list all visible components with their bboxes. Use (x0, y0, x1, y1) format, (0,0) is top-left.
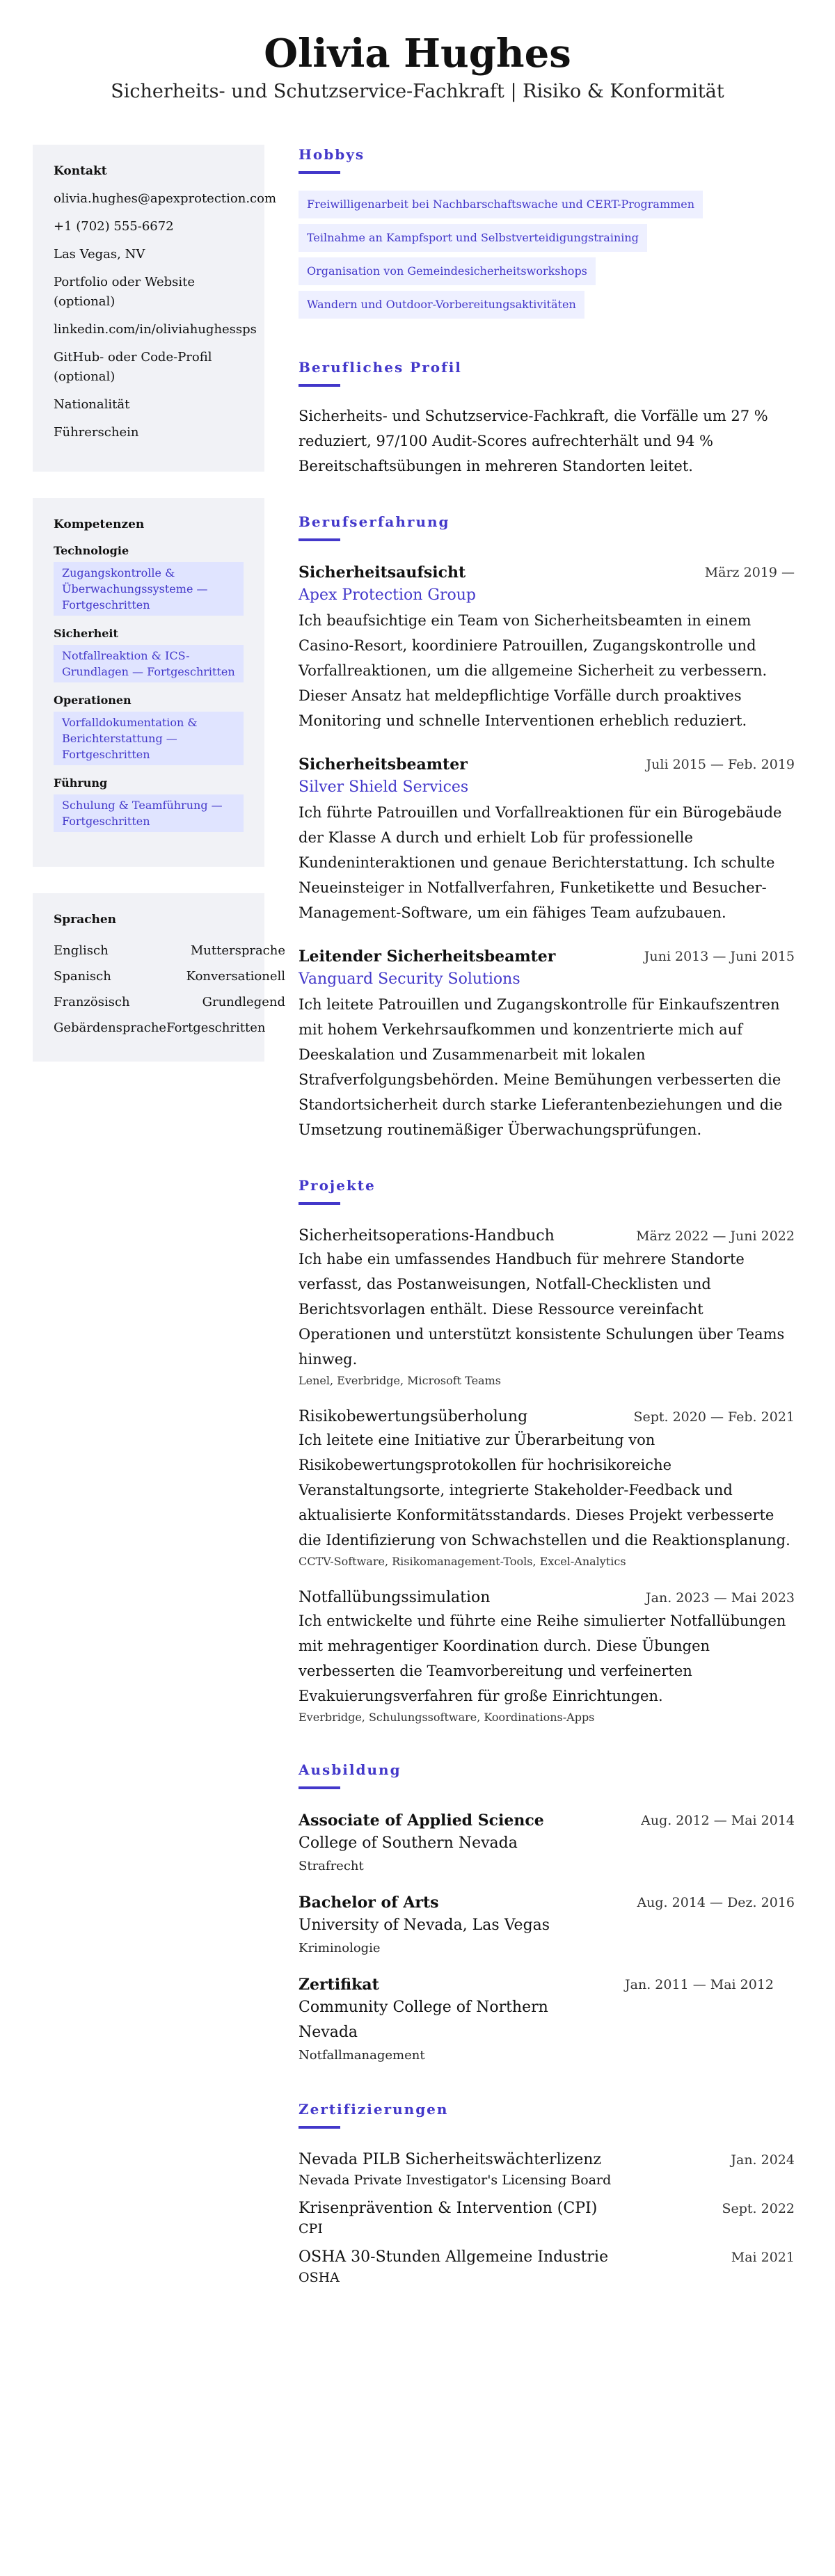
resume-header (0, 0, 835, 106)
skill-chip: Schulung & Teamführung — Fortgeschritten (54, 794, 244, 832)
job-company: Apex Protection Group (299, 586, 477, 604)
hobbies-section (299, 145, 795, 324)
skill-chip: Vorfalldokumentation & Berichterstattung — Fortgeschritten (54, 712, 244, 765)
language-name: Spanisch (54, 969, 111, 984)
project-entry (299, 1407, 795, 1571)
school: Community College of Northern Nevada (299, 1999, 548, 2041)
main-content (299, 145, 795, 2321)
certification-name: Nevada PILB Sicherheitswächterlizenz (299, 2151, 602, 2168)
skill-chip: Zugangskontrolle & Überwachungssysteme — Fortgeschritten (54, 562, 244, 616)
job-company: Vanguard Security Solutions (299, 970, 520, 988)
language-level: Grundlegend (202, 995, 285, 1009)
project-tech: Everbridge, Schulungssoftware, Koordinations-Apps (299, 1711, 595, 1724)
language-level: Konversationell (186, 969, 285, 984)
hobby-chip: Freiwilligenarbeit bei Nachbarschaftswache und CERT-Programmen (299, 191, 703, 218)
education-section (299, 1760, 795, 2066)
contact-location: Las Vegas, NV (54, 247, 145, 262)
job-title: Sicherheitsbeamter (299, 755, 468, 774)
project-entry (299, 1226, 795, 1390)
language-name: Französisch (54, 995, 130, 1009)
hobby-chip: Wandern und Outdoor-Vorbereitungsaktivitäten (299, 291, 584, 319)
project-name: Risikobewertungsüberholung (299, 1408, 528, 1425)
contact-linkedin[interactable]: linkedin.com/in/oliviahughessps (54, 322, 257, 337)
certification-date: Sept. 2022 (722, 2201, 795, 2216)
skills-title: Kompetenzen (54, 518, 145, 531)
education-entry (299, 1974, 795, 2066)
job-dates: Juni 2013 — Juni 2015 (644, 949, 795, 964)
section-divider (299, 538, 340, 541)
section-divider (299, 2126, 340, 2129)
language-name: Gebärdensprache (54, 1021, 167, 1035)
section-title: Projekte (299, 1177, 376, 1194)
certification-entry (299, 2247, 795, 2287)
language-row (54, 989, 299, 1015)
profile-section (299, 358, 795, 479)
school: College of Southern Nevada (299, 1834, 518, 1852)
contact-portfolio[interactable]: Portfolio oder Website (optional) (54, 275, 196, 309)
certification-entry (299, 2198, 795, 2239)
contact-box (33, 145, 277, 472)
job-description: Ich leitete Patrouillen und Zugangskontrolle für Einkaufszentren mit hohem Verkehrsaufkommen und konzentrierte mich auf Deeskalation und Zusammenarbeit mit lokalen Strafverfolgungsbehörden. Meine Bemühungen verbesserten die Standortsicherheit durch starke Lieferantenbeziehungen und die Umsetzung routinemäßiger Überwachungsprüfungen. (299, 996, 783, 1138)
field-of-study: Strafrecht (299, 1859, 364, 1873)
section-title: Zertifizierungen (299, 2101, 449, 2118)
project-description: Ich leitete eine Initiative zur Überarbeitung von Risikobewertungsprotokollen für hochrisikoreiche Veranstaltungsorte, integrierte Stakeholder-Feedback und aktualisierte Konformitätsstandards. Dieses Projekt verbesserte die Identifizierung von Schwachstellen und die Reaktionsplanung. (299, 1432, 790, 1549)
contact-phone[interactable]: +1 (702) 555-6672 (54, 219, 174, 234)
candidate-subtitle: Sicherheits- und Schutzservice-Fachkraft | Risiko & Konformität (111, 81, 724, 102)
certification-issuer: Nevada Private Investigator's Licensing Board (299, 2173, 612, 2188)
school: University of Nevada, Las Vegas (299, 1917, 550, 1934)
certification-date: Mai 2021 (731, 2250, 795, 2265)
language-level: Fortgeschritten (166, 1021, 266, 1035)
certification-date: Jan. 2024 (731, 2152, 795, 2168)
education-dates: Jan. 2011 — Mai 2012 (625, 1977, 774, 1992)
language-name: Englisch (54, 943, 109, 958)
project-name: Notfallübungssimulation (299, 1589, 491, 1606)
project-dates: März 2022 — Juni 2022 (636, 1229, 795, 1244)
language-row (54, 963, 299, 989)
project-description: Ich habe ein umfassendes Handbuch für mehrere Standorte verfasst, das Postanweisungen, Notfall-Checklisten und Berichtsvorlagen enthält. Diese Ressource vereinfacht Operationen und unterstützt konsistente Schulungen über Teams hinweg. (299, 1251, 785, 1368)
section-title: Hobbys (299, 146, 365, 163)
degree: Associate of Applied Science (299, 1811, 544, 1830)
job-entry (299, 562, 795, 733)
section-title: Ausbildung (299, 1761, 401, 1778)
languages-title: Sprachen (54, 913, 117, 927)
language-row (54, 938, 299, 963)
section-divider (299, 384, 340, 387)
section-divider (299, 1202, 340, 1205)
skill-category: Führung (54, 776, 108, 790)
job-dates: März 2019 — (704, 565, 795, 580)
certification-issuer: OSHA (299, 2270, 340, 2285)
field-of-study: Notfallmanagement (299, 2048, 425, 2063)
hobby-chip: Organisation von Gemeindesicherheitsworkshops (299, 257, 596, 285)
contact-nationality: Nationalität (54, 397, 130, 412)
hobby-chip: Teilnahme an Kampfsport und Selbstverteidigungstraining (299, 224, 647, 252)
section-divider (299, 1786, 340, 1789)
section-divider (299, 171, 340, 174)
education-dates: Aug. 2012 — Mai 2014 (641, 1813, 795, 1828)
contact-title: Kontakt (54, 164, 107, 178)
certification-issuer: CPI (299, 2221, 323, 2237)
skills-box (33, 498, 264, 867)
certification-name: OSHA 30-Stunden Allgemeine Industrie (299, 2248, 609, 2266)
degree: Zertifikat (299, 1976, 379, 1994)
certification-name: Krisenprävention & Intervention (CPI) (299, 2200, 598, 2217)
certification-entry (299, 2150, 795, 2190)
language-row (54, 1015, 299, 1041)
degree: Bachelor of Arts (299, 1894, 439, 1912)
project-tech: Lenel, Everbridge, Microsoft Teams (299, 1374, 501, 1387)
section-title: Berufserfahrung (299, 513, 450, 530)
field-of-study: Kriminologie (299, 1941, 381, 1955)
sidebar (33, 145, 285, 1088)
job-company: Silver Shield Services (299, 778, 469, 796)
skill-category: Technologie (54, 544, 129, 557)
experience-section (299, 512, 795, 1142)
skill-category: Sicherheit (54, 627, 118, 640)
job-title: Sicherheitsaufsicht (299, 563, 466, 582)
contact-github[interactable]: GitHub- oder Code-Profil (optional) (54, 350, 212, 384)
job-description: Ich beaufsichtige ein Team von Sicherheitsbeamten in einem Casino-Resort, koordiniere Patrouillen, Zugangskontrolle und Vorfallreaktionen, um die allgemeine Sicherheit zu verbessern. Dieser Ansatz hat meldepflichtige Vorfälle durch proaktives Monitoring und schnelle Interventionen erheblich reduziert. (299, 612, 768, 729)
job-entry (299, 946, 795, 1142)
project-dates: Jan. 2023 — Mai 2023 (646, 1590, 795, 1606)
languages-box (33, 893, 285, 1062)
profile-text: Sicherheits- und Schutzservice-Fachkraft, die Vorfälle um 27 % reduziert, 97/100 Audit-Scores aufrechterhält und 94 % Bereitschaftsübungen in mehreren Standorten leitet. (299, 408, 768, 474)
contact-email[interactable]: olivia.hughes@apexprotection.com (54, 191, 277, 206)
job-entry (299, 754, 795, 925)
certifications-section (299, 2099, 795, 2287)
project-tech: CCTV-Software, Risikomanagement-Tools, Excel-Analytics (299, 1555, 626, 1568)
section-title: Berufliches Profil (299, 359, 462, 376)
candidate-name: Olivia Hughes (264, 31, 571, 77)
skill-chip: Notfallreaktion & ICS-Grundlagen — Fortgeschritten (54, 645, 244, 682)
skill-category: Operationen (54, 694, 132, 707)
projects-section (299, 1176, 795, 1727)
job-title: Leitender Sicherheitsbeamter (299, 947, 556, 966)
language-level: Muttersprache (190, 943, 285, 958)
contact-license: Führerschein (54, 425, 139, 440)
project-name: Sicherheitsoperations-Handbuch (299, 1227, 555, 1245)
project-entry (299, 1587, 795, 1727)
project-description: Ich entwickelte und führte eine Reihe simulierter Notfallübungen mit mehragentiger Koordination durch. Diese Übungen verbesserten die Teamvorbereitung und verfeinerten Evakuierungsverfahren für große Einrichtungen. (299, 1613, 786, 1704)
education-entry (299, 1810, 795, 1877)
education-dates: Aug. 2014 — Dez. 2016 (637, 1895, 795, 1910)
job-description: Ich führte Patrouillen und Vorfallreaktionen für ein Bürogebäude der Klasse A durch und erhielt Lob für professionelle Kundeninteraktionen und genaue Berichterstattung. Ich schulte Neueinsteiger in Notfallverfahren, Funketikette und Besucher-Management-Software, um ein fähiges Team aufzubauen. (299, 804, 782, 921)
job-dates: Juli 2015 — Feb. 2019 (646, 757, 795, 772)
project-dates: Sept. 2020 — Feb. 2021 (633, 1409, 795, 1425)
education-entry (299, 1892, 795, 1959)
